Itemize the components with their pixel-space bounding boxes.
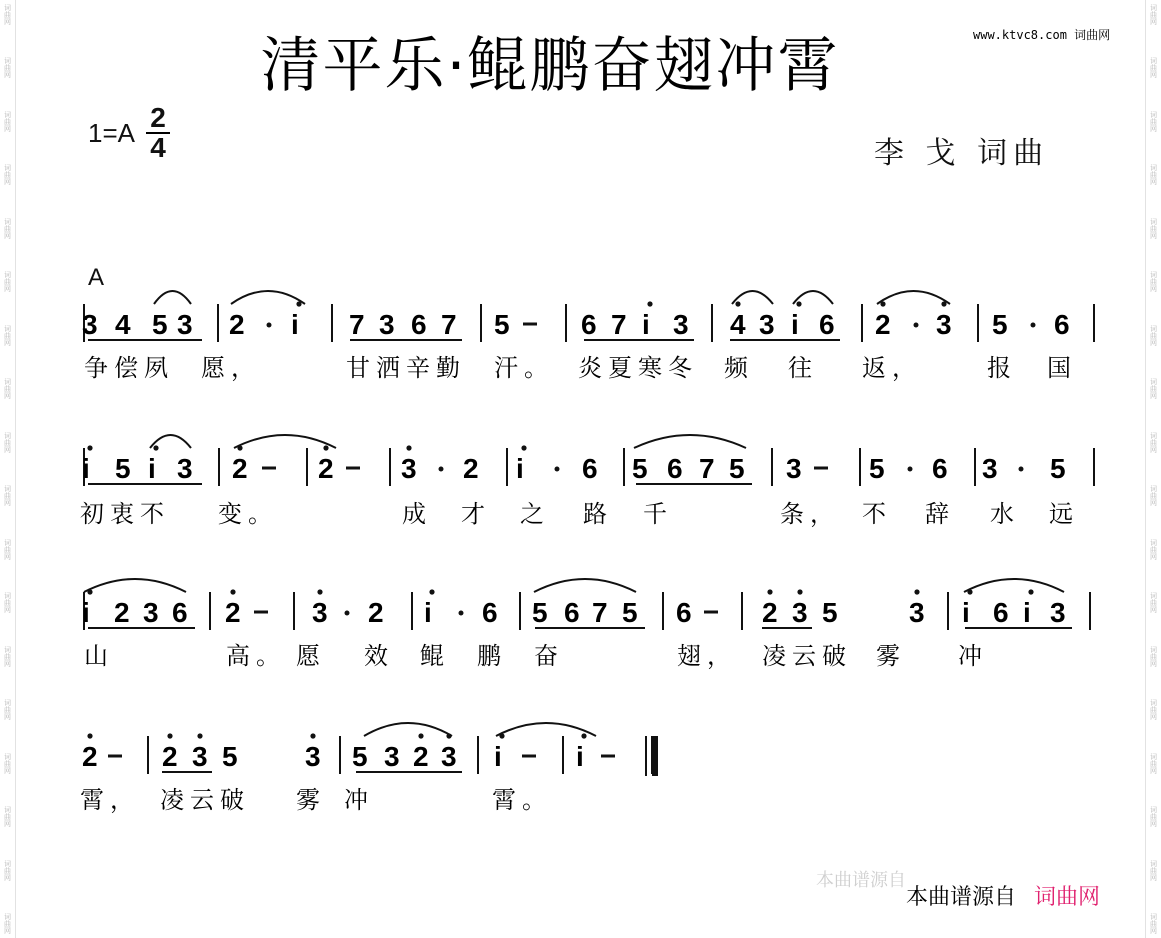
note-numeral: i bbox=[82, 453, 90, 484]
note-numeral: 5 bbox=[992, 309, 1008, 340]
note-numeral: 7 bbox=[592, 597, 608, 628]
note-numeral: 2 bbox=[463, 453, 479, 484]
note-numeral: i bbox=[82, 597, 90, 628]
note-numeral: 3 bbox=[759, 309, 775, 340]
note-numeral: 4 bbox=[115, 309, 131, 340]
edge-watermark-mark: 词曲网 bbox=[3, 645, 12, 667]
edge-watermark-mark: 词曲网 bbox=[1149, 164, 1158, 186]
octave-dot-above bbox=[317, 589, 322, 594]
augmentation-dot bbox=[459, 611, 464, 616]
octave-dot-above bbox=[418, 733, 423, 738]
footer-source-label: 本曲谱源自 bbox=[906, 885, 1017, 910]
lyric-syllable: 返， bbox=[862, 354, 922, 382]
edge-watermark-mark: 词曲网 bbox=[3, 4, 12, 25]
note-numeral: 5 bbox=[632, 453, 648, 484]
note-numeral: 2 bbox=[114, 597, 130, 628]
edge-watermark-mark: 词曲网 bbox=[3, 752, 12, 774]
footer-source bbox=[906, 880, 1100, 911]
note-numeral: 3 bbox=[192, 741, 208, 772]
octave-dot-above bbox=[153, 445, 158, 450]
edge-watermark-mark: 词曲网 bbox=[3, 806, 12, 828]
lyric-syllable: 水 bbox=[990, 500, 1020, 528]
note-numeral: 2 bbox=[875, 309, 891, 340]
edge-watermark-mark: 词曲网 bbox=[3, 431, 12, 453]
edge-watermark-mark: 词曲网 bbox=[1149, 57, 1158, 79]
octave-dot-above bbox=[230, 589, 235, 594]
edge-watermark-mark: 词曲网 bbox=[1149, 699, 1158, 721]
note-numeral: 6 bbox=[564, 597, 580, 628]
note-numeral: 3 bbox=[909, 597, 925, 628]
note-numeral: 2 bbox=[413, 741, 429, 772]
octave-dot-above bbox=[310, 733, 315, 738]
edge-watermark-mark: 词曲网 bbox=[3, 271, 12, 293]
augmentation-dot bbox=[555, 467, 560, 472]
slur-arc bbox=[964, 579, 1064, 592]
edge-watermark-mark: 词曲网 bbox=[1149, 752, 1158, 774]
note-numeral: 5 bbox=[352, 741, 368, 772]
lyric-syllable: 往 bbox=[788, 354, 818, 382]
octave-dot-above bbox=[1028, 589, 1033, 594]
note-numeral: 2 bbox=[368, 597, 384, 628]
note-numeral: 6 bbox=[819, 309, 835, 340]
note-numeral: 7 bbox=[699, 453, 715, 484]
octave-dot-above bbox=[796, 301, 801, 306]
footer-ghost-text: 本曲谱源自 bbox=[816, 870, 906, 891]
key-signature: 1=A bbox=[88, 118, 135, 148]
note-numeral: 7 bbox=[441, 309, 457, 340]
edge-watermark-mark: 词曲网 bbox=[3, 324, 12, 346]
octave-dot-above bbox=[323, 445, 328, 450]
augmentation-dot bbox=[267, 323, 272, 328]
note-numeral: 6 bbox=[932, 453, 948, 484]
edge-watermark-mark: 词曲网 bbox=[3, 912, 12, 934]
lyric-syllable: 鲲 bbox=[420, 642, 450, 670]
edge-watermark-mark: 词曲网 bbox=[3, 217, 12, 239]
edge-watermark-mark: 词曲网 bbox=[3, 57, 12, 79]
edge-watermark-mark: 词曲网 bbox=[1149, 485, 1158, 507]
octave-dot-above bbox=[167, 733, 172, 738]
lyric-syllable: 远 bbox=[1049, 500, 1079, 528]
lyric-syllable: 变。 bbox=[218, 500, 278, 528]
edge-watermark-mark: 词曲网 bbox=[3, 592, 12, 614]
octave-dot-above bbox=[521, 445, 526, 450]
octave-dot-above bbox=[797, 589, 802, 594]
edge-watermark-mark: 词曲网 bbox=[1149, 806, 1158, 828]
note-numeral: 2 bbox=[82, 741, 98, 772]
lyric-syllable: 翅， bbox=[677, 642, 737, 670]
note-numeral: 5 bbox=[222, 741, 238, 772]
octave-dot-above bbox=[406, 445, 411, 450]
time-signature-top: 2 bbox=[146, 104, 170, 134]
note-numeral: 5 bbox=[115, 453, 131, 484]
lyric-syllable: 甘洒辛勤 bbox=[346, 354, 466, 382]
note-numeral: 3 bbox=[401, 453, 417, 484]
note-numeral: i bbox=[291, 309, 299, 340]
octave-dot-above bbox=[197, 733, 202, 738]
note-numeral: i bbox=[576, 741, 584, 772]
final-barline-thick bbox=[652, 736, 658, 776]
note-numeral: 6 bbox=[1054, 309, 1070, 340]
note-numeral: 6 bbox=[676, 597, 692, 628]
note-numeral: 3 bbox=[384, 741, 400, 772]
composer-credit: 李 戈 词曲 bbox=[874, 136, 1050, 171]
augmentation-dot bbox=[345, 611, 350, 616]
note-numeral: i bbox=[1023, 597, 1031, 628]
site-watermark: www.ktvc8.com 词曲网 bbox=[973, 28, 1111, 42]
augmentation-dot bbox=[908, 467, 913, 472]
note-numeral: 3 bbox=[82, 309, 98, 340]
edge-watermark-mark: 词曲网 bbox=[1149, 538, 1158, 560]
time-signature-bottom: 4 bbox=[150, 132, 166, 163]
edge-watermark-mark: 词曲网 bbox=[1149, 912, 1158, 934]
footer-brand-link[interactable]: 词曲网 bbox=[1034, 885, 1101, 910]
lyric-syllable: 凌云破 bbox=[160, 786, 250, 814]
lyric-syllable: 频 bbox=[724, 354, 754, 382]
note-numeral: 6 bbox=[667, 453, 683, 484]
edge-watermark-mark: 词曲网 bbox=[1149, 324, 1158, 346]
note-numeral: 5 bbox=[1050, 453, 1066, 484]
note-numeral: 3 bbox=[312, 597, 328, 628]
lyric-syllable: 山 bbox=[84, 642, 114, 670]
note-numeral: i bbox=[148, 453, 156, 484]
lyric-syllable: 愿 bbox=[296, 642, 326, 670]
lyric-syllable: 辞 bbox=[925, 500, 955, 528]
lyric-syllable: 高。 bbox=[226, 642, 286, 670]
edge-watermark-mark: 词曲网 bbox=[3, 699, 12, 721]
note-numeral: 7 bbox=[611, 309, 627, 340]
lyric-syllable: 之 bbox=[520, 500, 550, 528]
slur-arc bbox=[234, 435, 336, 448]
rehearsal-mark: A bbox=[88, 264, 105, 291]
lyric-syllable: 奋 bbox=[534, 642, 564, 670]
note-numeral: 3 bbox=[177, 453, 193, 484]
lyric-syllable: 条， bbox=[780, 500, 840, 528]
octave-dot-above bbox=[87, 445, 92, 450]
octave-dot-above bbox=[735, 301, 740, 306]
note-numeral: 2 bbox=[318, 453, 334, 484]
note-numeral: 2 bbox=[232, 453, 248, 484]
note-numeral: 3 bbox=[441, 741, 457, 772]
edge-watermark-mark: 词曲网 bbox=[1149, 4, 1158, 25]
note-numeral: i bbox=[424, 597, 432, 628]
edge-watermark-mark: 词曲网 bbox=[1149, 110, 1158, 132]
note-numeral: 7 bbox=[349, 309, 365, 340]
lyric-syllable: 愿， bbox=[201, 354, 261, 382]
note-numeral: 3 bbox=[143, 597, 159, 628]
note-numeral: 2 bbox=[162, 741, 178, 772]
slur-arc bbox=[634, 435, 746, 448]
note-numeral: 2 bbox=[225, 597, 241, 628]
lyric-syllable: 千 bbox=[643, 500, 673, 528]
note-numeral: 2 bbox=[762, 597, 778, 628]
note-numeral: 3 bbox=[786, 453, 802, 484]
note-numeral: 5 bbox=[532, 597, 548, 628]
lyric-syllable: 霄， bbox=[80, 786, 140, 814]
octave-dot-above bbox=[767, 589, 772, 594]
note-numeral: 4 bbox=[730, 309, 746, 340]
song-title: 清平乐·鲲鹏奋翅冲霄 bbox=[260, 31, 840, 101]
edge-watermark-mark: 词曲网 bbox=[1149, 217, 1158, 239]
note-numeral: 5 bbox=[869, 453, 885, 484]
note-numeral: 3 bbox=[936, 309, 952, 340]
edge-watermark-mark: 词曲网 bbox=[3, 164, 12, 186]
edge-watermark-mark: 词曲网 bbox=[1149, 645, 1158, 667]
note-numeral: 6 bbox=[482, 597, 498, 628]
lyric-syllable: 鹏 bbox=[477, 642, 507, 670]
edge-watermark-mark: 词曲网 bbox=[1149, 592, 1158, 614]
note-numeral: 6 bbox=[411, 309, 427, 340]
lyric-syllable: 冲 bbox=[958, 642, 988, 670]
note-numeral: 6 bbox=[993, 597, 1009, 628]
edge-watermark-mark: 词曲网 bbox=[1149, 271, 1158, 293]
lyric-syllable: 初衷不 bbox=[80, 500, 170, 528]
edge-watermark-mark: 词曲网 bbox=[3, 110, 12, 132]
lyric-syllable: 才 bbox=[461, 500, 491, 528]
note-numeral: 5 bbox=[729, 453, 745, 484]
lyric-syllable: 路 bbox=[583, 500, 613, 528]
edge-watermark-mark: 词曲网 bbox=[3, 538, 12, 560]
octave-dot-above bbox=[87, 733, 92, 738]
lyric-syllable: 报 bbox=[987, 354, 1017, 382]
lyric-syllable: 凌云破 bbox=[762, 642, 852, 670]
edge-watermark-mark: 词曲网 bbox=[1149, 859, 1158, 881]
lyric-syllable: 霄。 bbox=[492, 786, 552, 814]
note-numeral: 3 bbox=[1050, 597, 1066, 628]
lyric-syllable: 汗。 bbox=[494, 354, 554, 382]
augmentation-dot bbox=[439, 467, 444, 472]
edge-watermark-mark: 词曲网 bbox=[1149, 431, 1158, 453]
note-numeral: 3 bbox=[792, 597, 808, 628]
lyric-syllable: 雾 bbox=[296, 786, 326, 814]
note-numeral: 5 bbox=[494, 309, 510, 340]
octave-dot-above bbox=[647, 301, 652, 306]
note-numeral: 3 bbox=[673, 309, 689, 340]
note-numeral: 2 bbox=[229, 309, 245, 340]
slur-arc bbox=[534, 579, 636, 592]
note-numeral: 6 bbox=[172, 597, 188, 628]
slur-arc bbox=[364, 723, 452, 736]
lyric-syllable: 国 bbox=[1047, 354, 1077, 382]
note-numeral: 3 bbox=[982, 453, 998, 484]
note-numeral: 6 bbox=[581, 309, 597, 340]
note-numeral: 3 bbox=[379, 309, 395, 340]
note-numeral: 5 bbox=[152, 309, 168, 340]
lyric-syllable: 炎夏寒冬 bbox=[578, 354, 698, 382]
note-numeral: 5 bbox=[822, 597, 838, 628]
lyric-syllable: 争偿夙 bbox=[84, 354, 174, 382]
lyric-syllable: 效 bbox=[364, 642, 394, 670]
lyric-syllable: 成 bbox=[402, 500, 432, 528]
slur-arc bbox=[496, 723, 596, 736]
augmentation-dot bbox=[1031, 323, 1036, 328]
edge-watermark-mark: 词曲网 bbox=[3, 485, 12, 507]
note-numeral: 6 bbox=[582, 453, 598, 484]
slur-arc bbox=[154, 291, 191, 304]
edge-watermark-mark: 词曲网 bbox=[3, 378, 12, 400]
lyric-syllable: 不 bbox=[862, 500, 892, 528]
slur-arc bbox=[84, 579, 186, 592]
augmentation-dot bbox=[1019, 467, 1024, 472]
note-numeral: i bbox=[962, 597, 970, 628]
note-numeral: 5 bbox=[622, 597, 638, 628]
lyric-syllable: 冲 bbox=[344, 786, 374, 814]
edge-watermark-mark: 词曲网 bbox=[3, 859, 12, 881]
slur-arc bbox=[877, 291, 950, 304]
edge-watermark-mark: 词曲网 bbox=[1149, 378, 1158, 400]
note-numeral: 3 bbox=[305, 741, 321, 772]
note-numeral: i bbox=[516, 453, 524, 484]
augmentation-dot bbox=[914, 323, 919, 328]
note-numeral: i bbox=[642, 309, 650, 340]
note-numeral: i bbox=[791, 309, 799, 340]
note-numeral: 3 bbox=[177, 309, 193, 340]
lyric-syllable: 雾 bbox=[876, 642, 906, 670]
slur-arc bbox=[231, 291, 305, 304]
octave-dot-above bbox=[429, 589, 434, 594]
octave-dot-above bbox=[581, 733, 586, 738]
note-numeral: i bbox=[494, 741, 502, 772]
octave-dot-above bbox=[914, 589, 919, 594]
